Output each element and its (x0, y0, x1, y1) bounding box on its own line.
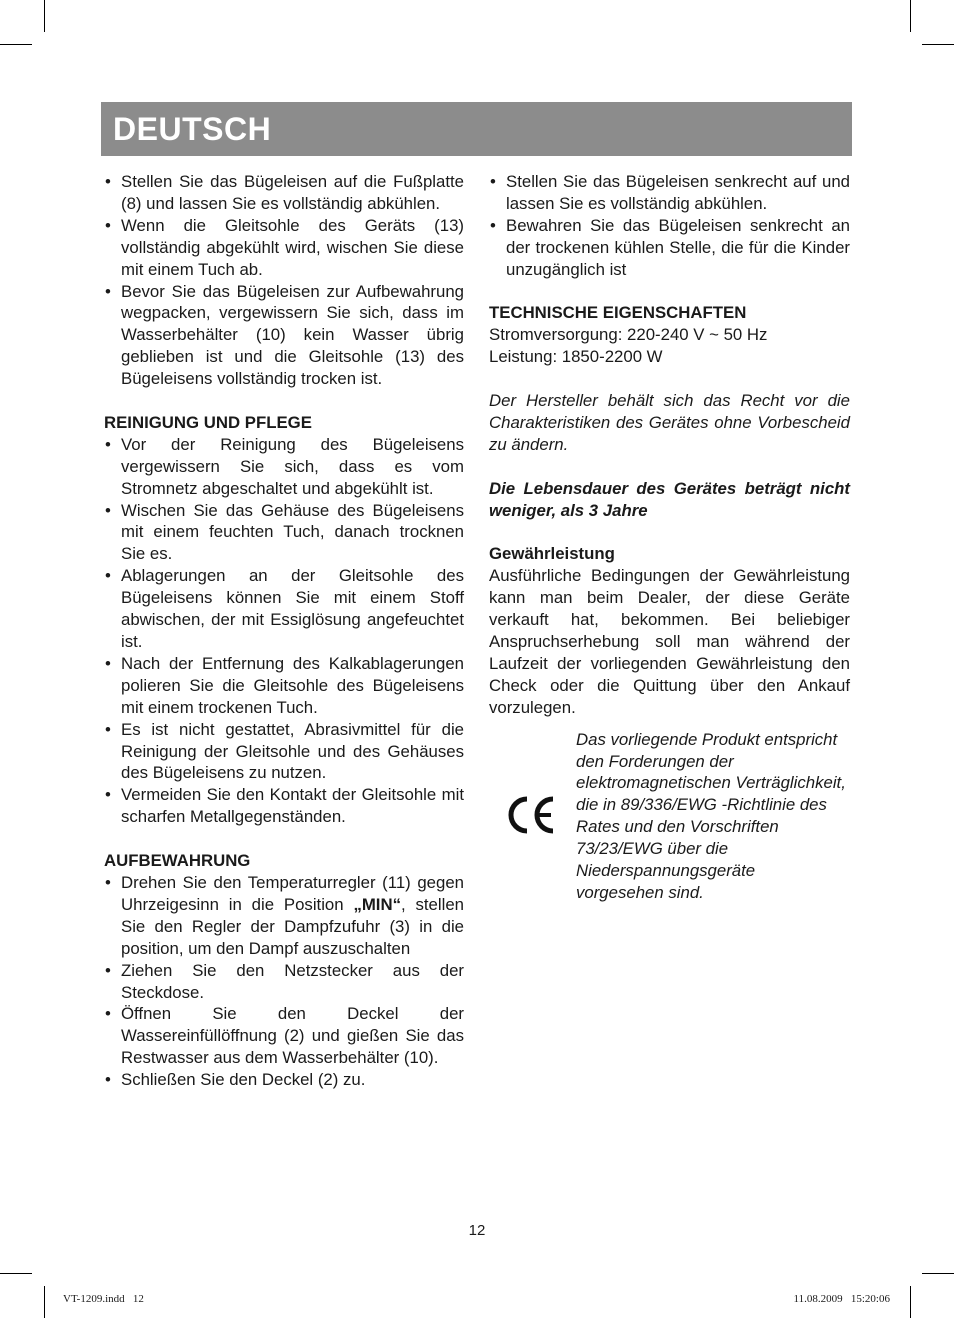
left-column (104, 171, 464, 1091)
warranty-text: Ausführliche Bedingungen der Gewährleistung kann man beim Dealer, der diese Geräte verkauft hat, bekommen. Bei beliebiger Anspruchserhebung soll man während der Laufzeit der vorliegenden Gewährleistung den Check oder die Quittung über den Ankauf vorzulegen. (489, 566, 850, 717)
ce-mark-icon (507, 795, 559, 835)
storage-continued-list (489, 171, 850, 281)
print-datetime: 11.08.2009 15:20:06 (793, 1293, 890, 1305)
warranty-heading: Gewährleistung (489, 544, 615, 564)
cleaning-list (104, 434, 464, 828)
ce-conformity-text: Das vorliegende Produkt entspricht den Forderungen der elektromagnetischen Verträglichkeit, die in 89/336/EWG -Richtlinie des Rates und den Vorschriften 73/23/EWG über die Niederspannungsgeräte vorgesehen sind. (576, 729, 846, 902)
page-number: 12 (468, 1222, 486, 1239)
list-item: • Stellen Sie das Bügeleisen senkrecht auf und lassen Sie es vollständig abkühlen. (490, 172, 850, 213)
ce-conformity-block (489, 729, 850, 929)
tech-heading: TECHNISCHE EIGENSCHAFTEN (489, 303, 747, 323)
crop-mark (0, 1273, 32, 1274)
crop-mark (922, 1273, 954, 1274)
power-spec: Leistung: 1850-2200 W (489, 347, 663, 367)
crop-mark (0, 44, 32, 45)
print-file-info: VT-1209.indd 12 (63, 1293, 144, 1305)
list-item: • Bevor Sie das Bügeleisen zur Aufbewahrung wegpacken, vergewissern Sie sich, dass im Wasserbehälter (10) kein Wasser übrig geblieben ist und die Gleitsohle (13) des Bügeleisens vollständig trocken ist. (105, 281, 464, 389)
right-column (489, 171, 850, 929)
power-supply-spec: Stromversorgung: 220-240 V ~ 50 Hz (489, 325, 768, 345)
crop-mark (44, 1286, 45, 1318)
list-item: • Wischen Sie das Gehäuse des Bügeleisens mit einem feuchten Tuch, danach trocknen Sie es. (105, 500, 464, 564)
list-item: • Öffnen Sie den Deckel der Wassereinfüllöffnung (2) und gießen Sie das Restwasser aus dem Wasserbehälter (10). (105, 1004, 464, 1068)
crop-mark (922, 44, 954, 45)
crop-mark (910, 0, 911, 32)
min-position-label: „MIN“ (353, 894, 401, 914)
list-item: • Bewahren Sie das Bügeleisen senkrecht an der trockenen kühlen Stelle, die für die Kinder unzugänglich ist (490, 215, 850, 279)
list-item: • Ziehen Sie den Netzstecker aus der Steckdose. (105, 960, 464, 1002)
list-item: • Es ist nicht gestattet, Abrasivmittel für die Reinigung der Gleitsohle und des Gehäuses des Bügeleisens zu nutzen. (105, 719, 464, 783)
intro-list (104, 171, 464, 390)
page-title: DEUTSCH (113, 111, 272, 147)
crop-mark (44, 0, 45, 32)
section-header-bar (101, 102, 852, 156)
storage-list (104, 872, 464, 1091)
list-item: • Stellen Sie das Bügeleisen auf die Fußplatte (8) und lassen Sie es vollständig abkühlen. (105, 172, 464, 213)
lifetime-note: Die Lebensdauer des Gerätes beträgt nicht weniger, als 3 Jahre (489, 478, 850, 520)
list-item: • Nach der Entfernung des Kalkablagerungen polieren Sie die Gleitsohle des Bügeleisens mit einem trockenen Tuch. (105, 653, 464, 717)
manufacturer-note: Der Hersteller behält sich das Recht vor die Charakteristiken des Gerätes ohne Vorbescheid zu ändern. (489, 391, 850, 454)
list-item: • Schließen Sie den Deckel (2) zu. (105, 1070, 366, 1090)
cleaning-heading: REINIGUNG UND PFLEGE (104, 412, 312, 432)
list-item: • Vor der Reinigung des Bügeleisens vergewissern Sie sich, dass es vom Stromnetz abgeschaltet und abgekühlt ist. (105, 434, 464, 498)
list-item: • Drehen Sie den Temperaturregler (11) gegen Uhrzeigesinn in die Position „MIN“, stellen Sie den Regler der Dampfzufuhr (3) in die position, um den Dampf auszuschalten (105, 872, 464, 958)
list-item: • Wenn die Gleitsohle des Geräts (13) vollständig abgekühlt wird, wischen Sie diese mit einem Tuch ab. (105, 215, 464, 279)
list-item: • Vermeiden Sie den Kontakt der Gleitsohle mit scharfen Metallgegenständen. (105, 785, 464, 827)
storage-heading: AUFBEWAHRUNG (104, 851, 251, 871)
crop-mark (910, 1286, 911, 1318)
list-item: • Ablagerungen an der Gleitsohle des Bügeleisens können Sie mit einem Stoff abwischen, der mit Essiglösung angefeuchtet ist. (105, 566, 464, 652)
